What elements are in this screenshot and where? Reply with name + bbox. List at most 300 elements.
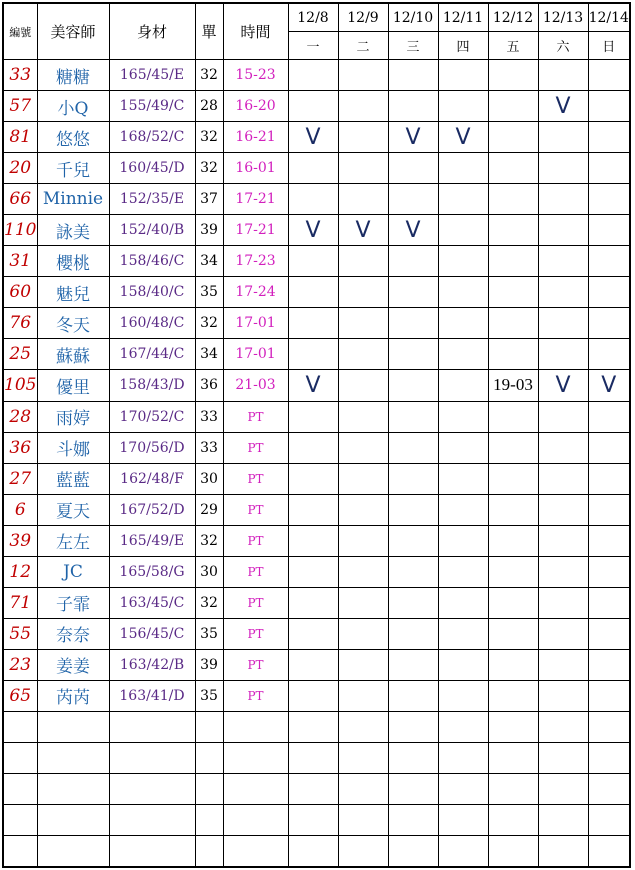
empty-cell <box>37 805 109 836</box>
table-row <box>3 432 630 463</box>
day-cell <box>488 463 538 494</box>
stylist-figure: 170/56/D <box>109 432 195 463</box>
empty-cell <box>3 836 37 867</box>
stylist-name: 奈奈 <box>37 618 109 649</box>
day-cell <box>488 556 538 587</box>
day-cell <box>438 215 488 246</box>
day-cell <box>288 556 338 587</box>
table-row <box>3 525 630 556</box>
stylist-figure: 156/45/C <box>109 618 195 649</box>
day-cell <box>588 215 630 246</box>
day-cell <box>588 122 630 153</box>
empty-cell <box>109 836 195 867</box>
empty-cell <box>388 774 438 805</box>
stylist-name: 魅兒 <box>37 277 109 308</box>
stylist-name: 雨婷 <box>37 401 109 432</box>
order-count: 32 <box>195 153 223 184</box>
empty-cell <box>3 711 37 742</box>
day-cell <box>488 308 538 339</box>
header-date: 12/12 <box>488 3 538 32</box>
day-cell <box>388 432 438 463</box>
stylist-figure: 163/42/B <box>109 649 195 680</box>
day-cell <box>488 494 538 525</box>
stylist-number: 6 <box>3 494 37 525</box>
stylist-figure: 167/44/C <box>109 339 195 370</box>
day-cell <box>388 339 438 370</box>
table-row <box>3 680 630 711</box>
empty-cell <box>37 711 109 742</box>
day-cell <box>338 618 388 649</box>
stylist-name: 夏天 <box>37 494 109 525</box>
table-row <box>3 153 630 184</box>
shift-time: 16-21 <box>223 122 288 153</box>
shift-time: 17-21 <box>223 184 288 215</box>
day-cell <box>338 122 388 153</box>
stylist-figure: 160/45/D <box>109 153 195 184</box>
day-cell <box>288 91 338 122</box>
day-cell <box>338 370 388 401</box>
day-cell <box>588 91 630 122</box>
stylist-name: 櫻桃 <box>37 246 109 277</box>
day-cell <box>288 649 338 680</box>
day-cell <box>438 432 488 463</box>
day-cell <box>538 308 588 339</box>
empty-cell <box>588 743 630 774</box>
stylist-number: 65 <box>3 680 37 711</box>
day-cell <box>388 494 438 525</box>
day-cell <box>438 246 488 277</box>
table-row <box>3 494 630 525</box>
schedule-table <box>2 2 631 868</box>
day-cell <box>488 618 538 649</box>
stylist-number: 105 <box>3 370 37 401</box>
empty-cell <box>195 774 223 805</box>
stylist-number: 36 <box>3 432 37 463</box>
empty-cell <box>288 805 338 836</box>
day-cell <box>538 339 588 370</box>
day-cell <box>538 587 588 618</box>
table-row <box>3 618 630 649</box>
day-cell <box>438 556 488 587</box>
check-mark: V <box>288 215 338 246</box>
day-cell <box>388 587 438 618</box>
day-cell <box>338 494 388 525</box>
day-cell <box>338 432 388 463</box>
empty-cell <box>538 836 588 867</box>
day-cell <box>438 618 488 649</box>
table-row <box>3 649 630 680</box>
shift-time: 16-20 <box>223 91 288 122</box>
day-cell <box>338 587 388 618</box>
header-row-dates <box>3 3 630 32</box>
check-mark: V <box>538 370 588 401</box>
shift-time: PT <box>223 556 288 587</box>
day-cell <box>338 525 388 556</box>
stylist-name: 姜姜 <box>37 649 109 680</box>
day-cell <box>388 618 438 649</box>
empty-cell <box>388 711 438 742</box>
day-cell <box>388 401 438 432</box>
day-cell <box>588 463 630 494</box>
table-row <box>3 370 630 401</box>
empty-cell <box>37 774 109 805</box>
stylist-name: 糖糖 <box>37 60 109 91</box>
day-cell <box>288 463 338 494</box>
stylist-name: 優里 <box>37 370 109 401</box>
stylist-name: 悠悠 <box>37 122 109 153</box>
day-cell <box>588 432 630 463</box>
day-cell: 19-03 <box>488 370 538 401</box>
table-row <box>3 308 630 339</box>
stylist-figure: 165/49/E <box>109 525 195 556</box>
empty-cell <box>388 836 438 867</box>
day-cell <box>488 680 538 711</box>
order-count: 32 <box>195 587 223 618</box>
day-cell <box>438 277 488 308</box>
header-weekday: 五 <box>488 32 538 60</box>
empty-cell <box>288 743 338 774</box>
stylist-figure: 170/52/C <box>109 401 195 432</box>
order-count: 39 <box>195 215 223 246</box>
day-cell <box>588 339 630 370</box>
shift-time: PT <box>223 587 288 618</box>
stylist-name: JC <box>37 556 109 587</box>
order-count: 37 <box>195 184 223 215</box>
day-cell <box>488 60 538 91</box>
stylist-number: 31 <box>3 246 37 277</box>
day-cell <box>438 91 488 122</box>
day-cell <box>438 587 488 618</box>
stylist-number: 76 <box>3 308 37 339</box>
check-mark: V <box>588 370 630 401</box>
day-cell <box>538 556 588 587</box>
day-cell <box>438 649 488 680</box>
day-cell <box>488 277 538 308</box>
empty-cell <box>223 774 288 805</box>
order-count: 30 <box>195 463 223 494</box>
stylist-figure: 168/52/C <box>109 122 195 153</box>
day-cell <box>338 153 388 184</box>
stylist-number: 57 <box>3 91 37 122</box>
stylist-figure: 165/58/G <box>109 556 195 587</box>
empty-cell <box>288 774 338 805</box>
empty-cell <box>109 743 195 774</box>
table-body <box>3 60 630 868</box>
day-cell <box>588 649 630 680</box>
shift-time: PT <box>223 649 288 680</box>
order-count: 33 <box>195 401 223 432</box>
empty-cell <box>109 711 195 742</box>
header-weekday: 日 <box>588 32 630 60</box>
stylist-name: 斗娜 <box>37 432 109 463</box>
empty-cell <box>538 774 588 805</box>
day-cell <box>538 215 588 246</box>
day-cell <box>288 401 338 432</box>
stylist-number: 71 <box>3 587 37 618</box>
empty-cell <box>338 711 388 742</box>
day-cell <box>538 525 588 556</box>
day-cell <box>338 339 388 370</box>
check-mark: V <box>538 91 588 122</box>
stylist-name: 千兒 <box>37 153 109 184</box>
header-stylist: 美容師 <box>37 3 109 60</box>
table-row <box>3 91 630 122</box>
header-orders: 單 <box>195 3 223 60</box>
stylist-name: 芮芮 <box>37 680 109 711</box>
stylist-figure: 167/52/D <box>109 494 195 525</box>
day-cell <box>388 463 438 494</box>
stylist-number: 66 <box>3 184 37 215</box>
stylist-number: 23 <box>3 649 37 680</box>
empty-cell <box>195 743 223 774</box>
header-weekday: 一 <box>288 32 338 60</box>
day-cell <box>588 184 630 215</box>
day-cell <box>288 494 338 525</box>
stylist-name: 冬天 <box>37 308 109 339</box>
empty-row <box>3 743 630 774</box>
check-mark: V <box>388 215 438 246</box>
empty-cell <box>223 743 288 774</box>
empty-cell <box>588 836 630 867</box>
stylist-figure: 158/40/C <box>109 277 195 308</box>
day-cell <box>288 339 338 370</box>
empty-cell <box>538 743 588 774</box>
order-count: 34 <box>195 339 223 370</box>
shift-time: 17-01 <box>223 308 288 339</box>
day-cell <box>288 680 338 711</box>
day-cell <box>288 432 338 463</box>
stylist-number: 28 <box>3 401 37 432</box>
day-cell <box>588 153 630 184</box>
day-cell <box>338 649 388 680</box>
day-cell <box>338 91 388 122</box>
table-row <box>3 339 630 370</box>
shift-time: PT <box>223 618 288 649</box>
day-cell <box>438 308 488 339</box>
order-count: 30 <box>195 556 223 587</box>
day-cell <box>388 153 438 184</box>
stylist-figure: 155/49/C <box>109 91 195 122</box>
header-weekday: 六 <box>538 32 588 60</box>
check-mark: V <box>288 122 338 153</box>
empty-cell <box>388 743 438 774</box>
stylist-number: 12 <box>3 556 37 587</box>
day-cell <box>288 277 338 308</box>
header-weekday: 四 <box>438 32 488 60</box>
stylist-figure: 163/45/C <box>109 587 195 618</box>
empty-cell <box>338 743 388 774</box>
empty-cell <box>488 805 538 836</box>
table-row <box>3 587 630 618</box>
day-cell <box>588 401 630 432</box>
order-count: 32 <box>195 525 223 556</box>
stylist-figure: 163/41/D <box>109 680 195 711</box>
shift-time: 16-01 <box>223 153 288 184</box>
empty-cell <box>488 743 538 774</box>
day-cell <box>388 649 438 680</box>
order-count: 32 <box>195 60 223 91</box>
empty-cell <box>195 836 223 867</box>
day-cell <box>488 122 538 153</box>
day-cell <box>388 680 438 711</box>
stylist-number: 110 <box>3 215 37 246</box>
day-cell <box>388 556 438 587</box>
empty-cell <box>488 774 538 805</box>
order-count: 32 <box>195 122 223 153</box>
order-count: 36 <box>195 370 223 401</box>
stylist-name: Minnie <box>37 184 109 215</box>
table-row <box>3 215 630 246</box>
table-row <box>3 277 630 308</box>
empty-cell <box>288 836 338 867</box>
day-cell <box>588 618 630 649</box>
stylist-figure: 152/35/E <box>109 184 195 215</box>
empty-cell <box>3 805 37 836</box>
empty-cell <box>488 836 538 867</box>
empty-cell <box>37 743 109 774</box>
stylist-figure: 158/43/D <box>109 370 195 401</box>
day-cell <box>288 587 338 618</box>
empty-cell <box>438 836 488 867</box>
empty-cell <box>588 805 630 836</box>
day-cell <box>438 680 488 711</box>
day-cell <box>438 339 488 370</box>
order-count: 35 <box>195 618 223 649</box>
empty-cell <box>338 836 388 867</box>
table-row <box>3 401 630 432</box>
day-cell <box>538 618 588 649</box>
day-cell <box>588 680 630 711</box>
day-cell <box>338 246 388 277</box>
day-cell <box>488 184 538 215</box>
empty-cell <box>3 774 37 805</box>
shift-time: 17-23 <box>223 246 288 277</box>
header-date: 12/8 <box>288 3 338 32</box>
day-cell <box>388 525 438 556</box>
shift-time: 21-03 <box>223 370 288 401</box>
table-row <box>3 246 630 277</box>
stylist-number: 20 <box>3 153 37 184</box>
day-cell <box>438 370 488 401</box>
order-count: 33 <box>195 432 223 463</box>
order-count: 39 <box>195 649 223 680</box>
day-cell <box>488 339 538 370</box>
shift-time: 17-21 <box>223 215 288 246</box>
day-cell <box>538 277 588 308</box>
day-cell <box>538 246 588 277</box>
order-count: 35 <box>195 277 223 308</box>
day-cell <box>338 401 388 432</box>
shift-time: PT <box>223 525 288 556</box>
header-date: 12/10 <box>388 3 438 32</box>
empty-cell <box>338 774 388 805</box>
header-number: 編號 <box>3 3 37 60</box>
day-cell <box>488 649 538 680</box>
day-cell <box>338 556 388 587</box>
stylist-figure: 158/46/C <box>109 246 195 277</box>
empty-cell <box>195 711 223 742</box>
empty-row <box>3 774 630 805</box>
order-count: 28 <box>195 91 223 122</box>
day-cell <box>488 153 538 184</box>
empty-cell <box>438 743 488 774</box>
day-cell <box>338 184 388 215</box>
table-row <box>3 60 630 91</box>
day-cell <box>538 153 588 184</box>
table-row <box>3 463 630 494</box>
empty-row <box>3 836 630 867</box>
stylist-number: 39 <box>3 525 37 556</box>
day-cell <box>288 246 338 277</box>
shift-time: 17-01 <box>223 339 288 370</box>
day-cell <box>438 184 488 215</box>
empty-cell <box>223 836 288 867</box>
shift-time: PT <box>223 494 288 525</box>
day-cell <box>538 649 588 680</box>
day-cell <box>538 60 588 91</box>
header-date: 12/13 <box>538 3 588 32</box>
table-header <box>3 3 630 60</box>
stylist-name: 蘇蘇 <box>37 339 109 370</box>
stylist-number: 60 <box>3 277 37 308</box>
stylist-figure: 165/45/E <box>109 60 195 91</box>
day-cell <box>438 401 488 432</box>
day-cell <box>388 246 438 277</box>
empty-cell <box>438 805 488 836</box>
order-count: 29 <box>195 494 223 525</box>
day-cell <box>338 277 388 308</box>
empty-cell <box>223 711 288 742</box>
day-cell <box>488 401 538 432</box>
day-cell <box>438 525 488 556</box>
day-cell <box>288 308 338 339</box>
day-cell <box>288 184 338 215</box>
day-cell <box>488 432 538 463</box>
empty-cell <box>338 805 388 836</box>
empty-cell <box>109 774 195 805</box>
stylist-number: 55 <box>3 618 37 649</box>
header-date: 12/11 <box>438 3 488 32</box>
day-cell <box>538 432 588 463</box>
stylist-figure: 152/40/B <box>109 215 195 246</box>
day-cell <box>438 463 488 494</box>
table-row <box>3 556 630 587</box>
check-mark: V <box>388 122 438 153</box>
empty-cell <box>438 774 488 805</box>
day-cell <box>288 525 338 556</box>
empty-cell <box>588 711 630 742</box>
day-cell <box>588 308 630 339</box>
shift-time: PT <box>223 432 288 463</box>
header-time: 時間 <box>223 3 288 60</box>
stylist-number: 25 <box>3 339 37 370</box>
check-mark: V <box>288 370 338 401</box>
day-cell <box>588 277 630 308</box>
empty-cell <box>37 836 109 867</box>
stylist-figure: 160/48/C <box>109 308 195 339</box>
day-cell <box>538 122 588 153</box>
stylist-number: 27 <box>3 463 37 494</box>
stylist-number: 33 <box>3 60 37 91</box>
stylist-number: 81 <box>3 122 37 153</box>
day-cell <box>588 60 630 91</box>
day-cell <box>588 246 630 277</box>
stylist-name: 詠美 <box>37 215 109 246</box>
table-row <box>3 184 630 215</box>
shift-time: PT <box>223 463 288 494</box>
empty-row <box>3 711 630 742</box>
day-cell <box>588 525 630 556</box>
